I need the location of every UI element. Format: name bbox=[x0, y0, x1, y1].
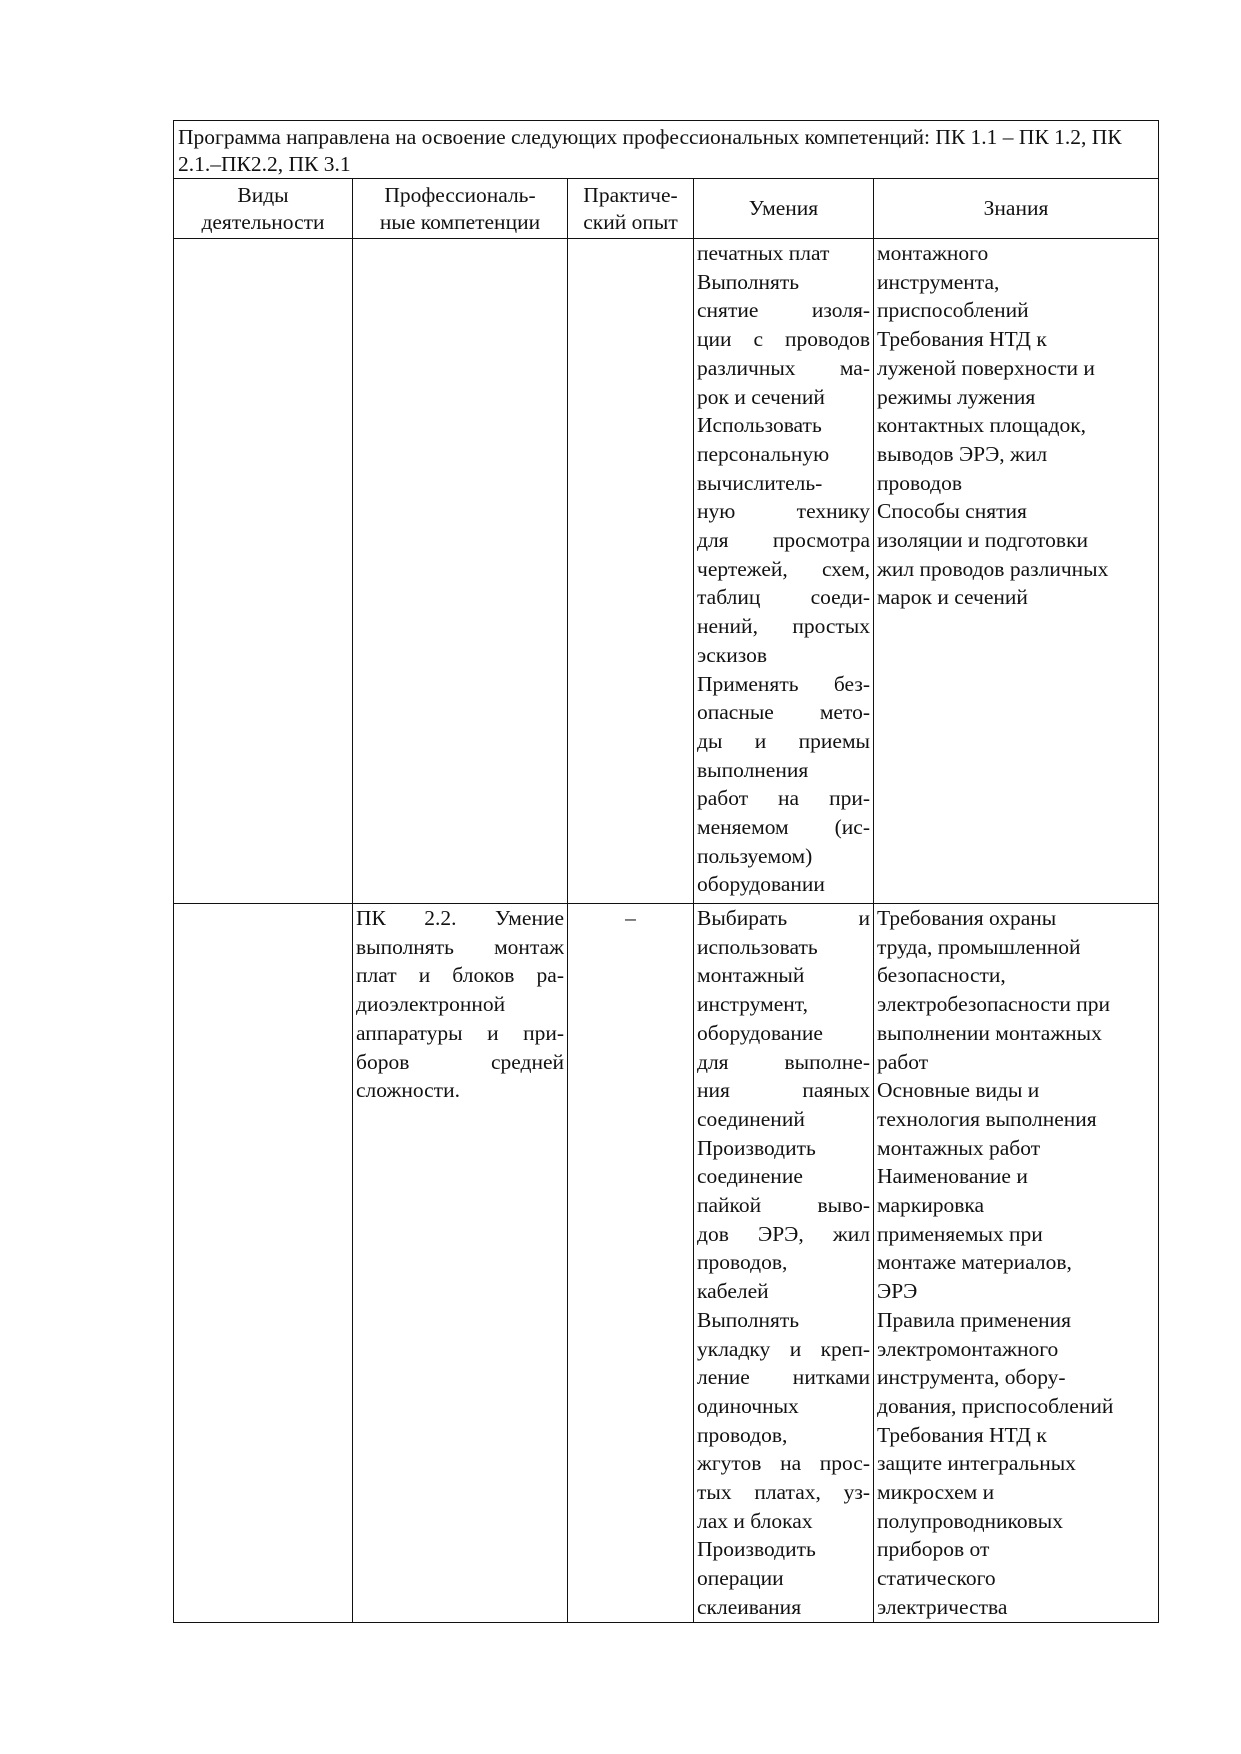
text-line: ную технику bbox=[697, 499, 870, 524]
text-line: дования, приспособлений bbox=[877, 1393, 1114, 1418]
text-line: луженой поверхности и bbox=[877, 355, 1095, 380]
text-line: работ bbox=[877, 1049, 929, 1074]
text-line: приборов от bbox=[877, 1537, 990, 1562]
cell-practice bbox=[568, 239, 694, 904]
text-line: проводов, bbox=[697, 1422, 788, 1447]
text-line: изоляции и подготовки bbox=[877, 528, 1089, 553]
text-line: печатных плат bbox=[697, 241, 830, 265]
text-line: операции bbox=[697, 1566, 784, 1591]
header-line: Практиче- bbox=[583, 182, 678, 207]
text-line: электромонтажного bbox=[877, 1336, 1059, 1361]
text-line: Использовать bbox=[697, 413, 822, 438]
cell-skills bbox=[694, 239, 874, 904]
text-line: Применять без- bbox=[697, 671, 870, 696]
text-line: лах и блоках bbox=[697, 1508, 813, 1533]
text-line: снятие изоля- bbox=[697, 298, 870, 323]
text-line: Выбирать и bbox=[697, 906, 870, 930]
text-line: опасные мето- bbox=[697, 700, 870, 725]
header-line: ский опыт bbox=[583, 209, 678, 234]
text-line: труда, промышленной bbox=[877, 934, 1081, 959]
text-line: различных ма- bbox=[697, 355, 870, 380]
text-line: Требования охраны bbox=[877, 906, 1057, 930]
text-line: инструмента, bbox=[877, 269, 1000, 294]
text-line: боров средней bbox=[356, 1049, 564, 1074]
text-line: нений, простых bbox=[697, 614, 870, 639]
header-practice bbox=[568, 179, 694, 239]
text-line: выполнении монтажных bbox=[877, 1020, 1102, 1045]
text-line: рок и сечений bbox=[697, 384, 825, 409]
text-line: ды и приемы bbox=[697, 728, 870, 753]
text-line: проводов bbox=[877, 470, 962, 495]
text-line: работ на при- bbox=[697, 786, 870, 811]
header-skills: Умения bbox=[694, 179, 874, 239]
header-line: Виды bbox=[237, 182, 289, 207]
text-line: выполнения bbox=[697, 757, 809, 782]
header-knowledge: Знания bbox=[874, 179, 1159, 239]
text-line: выполнять монтаж bbox=[356, 934, 564, 959]
table-row bbox=[174, 904, 1159, 1623]
text-line: инструмента, обору- bbox=[877, 1365, 1066, 1390]
text-line: выводов ЭРЭ, жил bbox=[877, 441, 1048, 466]
text-line: меняемом (ис- bbox=[697, 815, 870, 840]
text-line: микросхем и bbox=[877, 1480, 995, 1505]
text-line: электричества bbox=[877, 1594, 1008, 1619]
text-line: дов ЭРЭ, жил bbox=[697, 1221, 870, 1246]
header-competence bbox=[353, 179, 568, 239]
table-row bbox=[174, 239, 1159, 904]
text-line: жгутов на прос- bbox=[697, 1451, 870, 1476]
text-line: аппаратуры и при- bbox=[356, 1020, 564, 1045]
cell-competence bbox=[353, 904, 568, 1623]
text-line: тых платах, уз- bbox=[697, 1480, 870, 1505]
text-line: персональную bbox=[697, 441, 830, 466]
header-line: деятельности bbox=[201, 209, 325, 234]
text-line: соединение bbox=[697, 1164, 803, 1189]
text-line: маркировка bbox=[877, 1193, 985, 1218]
text-line: для выполне- bbox=[697, 1049, 870, 1074]
text-line: монтажного bbox=[877, 241, 989, 265]
cell-activity bbox=[174, 904, 353, 1623]
text-line: монтажных работ bbox=[877, 1135, 1041, 1160]
text-line: пайкой выво- bbox=[697, 1193, 870, 1218]
cell-practice: – bbox=[568, 904, 694, 1623]
cell-competence bbox=[353, 239, 568, 904]
header-line: Профессиональ- bbox=[384, 182, 536, 207]
header-line: ные компетенции bbox=[379, 209, 541, 234]
text-line: Требования НТД к bbox=[877, 327, 1047, 352]
text-line: использовать bbox=[697, 934, 818, 959]
text-line: технология выполнения bbox=[877, 1106, 1097, 1131]
text-line: Производить bbox=[697, 1537, 816, 1562]
text-line: Правила применения bbox=[877, 1307, 1071, 1332]
text-line: пользуемом) bbox=[697, 843, 813, 868]
text-line: контактных площадок, bbox=[877, 413, 1087, 438]
text-line: ЭРЭ bbox=[877, 1279, 918, 1304]
text-line: Выполнять bbox=[697, 269, 800, 294]
text-line: одиночных bbox=[697, 1393, 799, 1418]
text-line: склеивания bbox=[697, 1594, 802, 1619]
text-line: защите интегральных bbox=[877, 1451, 1076, 1476]
text-line: оборудование bbox=[697, 1020, 823, 1045]
text-line: таблиц соеди- bbox=[697, 585, 870, 610]
text-line: полупроводниковых bbox=[877, 1508, 1063, 1533]
text-line: Наименование и bbox=[877, 1164, 1028, 1189]
cell-knowledge bbox=[874, 904, 1159, 1623]
text-line: применяемых при bbox=[877, 1221, 1043, 1246]
text-line: чертежей, схем, bbox=[697, 556, 870, 581]
text-line: Требования НТД к bbox=[877, 1422, 1047, 1447]
header-activity bbox=[174, 179, 353, 239]
text-line: монтаже материалов, bbox=[877, 1250, 1072, 1275]
cell-skills bbox=[694, 904, 874, 1623]
text-line: эскизов bbox=[697, 642, 767, 667]
intro-text: Программа направлена на освоение следующих профессиональных компетенций: ПК 1.1 – ПК 1.2, ПК 2.1.–ПК2.2, ПК 3.1 bbox=[174, 121, 1159, 179]
text-line: Способы снятия bbox=[877, 499, 1027, 524]
text-line: ния паяных bbox=[697, 1078, 870, 1103]
text-line: ПК 2.2. Умение bbox=[356, 906, 564, 930]
text-line: режимы лужения bbox=[877, 384, 1036, 409]
cell-activity bbox=[174, 239, 353, 904]
text-line: электробезопасности при bbox=[877, 992, 1110, 1017]
text-line: ции с проводов bbox=[697, 327, 870, 352]
text-line: диоэлектронной bbox=[356, 992, 506, 1017]
text-line: марок и сечений bbox=[877, 585, 1028, 610]
text-line: Производить bbox=[697, 1135, 816, 1160]
text-line: инструмент, bbox=[697, 992, 808, 1017]
text-line: монтажный bbox=[697, 963, 805, 988]
text-line: приспособлений bbox=[877, 298, 1029, 323]
text-line: статического bbox=[877, 1566, 996, 1591]
text-line: кабелей bbox=[697, 1279, 769, 1304]
text-line: ление нитками bbox=[697, 1365, 870, 1390]
text-line: укладку и креп- bbox=[697, 1336, 870, 1361]
text-line: Выполнять bbox=[697, 1307, 800, 1332]
text-line: безопасности, bbox=[877, 963, 1006, 988]
text-line: вычислитель- bbox=[697, 470, 823, 495]
text-line: соединений bbox=[697, 1106, 805, 1131]
text-line: сложности. bbox=[356, 1078, 460, 1103]
cell-knowledge bbox=[874, 239, 1159, 904]
text-line: жил проводов различных bbox=[877, 556, 1109, 581]
text-line: Основные виды и bbox=[877, 1078, 1040, 1103]
text-line: проводов, bbox=[697, 1250, 788, 1275]
text-line: оборудовании bbox=[697, 872, 825, 897]
text-line: плат и блоков ра- bbox=[356, 963, 564, 988]
text-line: для просмотра bbox=[697, 528, 870, 553]
competencies-table bbox=[173, 120, 1159, 1623]
